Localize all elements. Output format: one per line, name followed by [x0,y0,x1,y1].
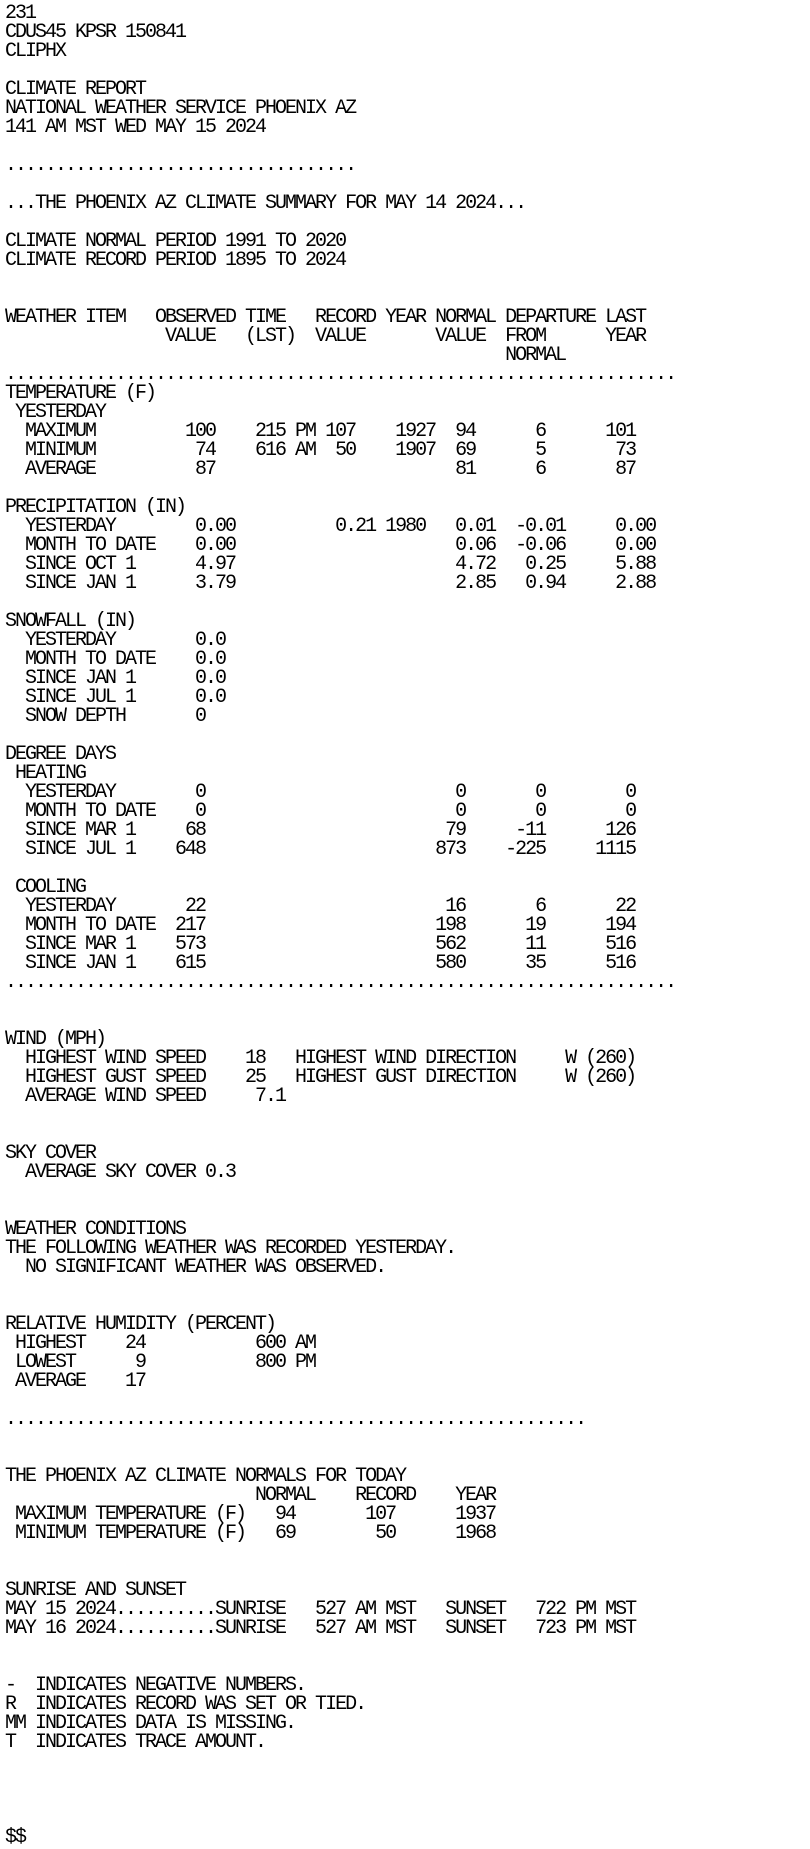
report-line [5,1543,675,1562]
report-line: SINCE JAN 1 3.79 2.85 0.94 2.88 [5,572,656,595]
report-line: NORMAL [5,344,566,367]
report-line: SINCE JAN 1 615 580 35 516 [5,952,636,975]
report-line: NATIONAL WEATHER SERVICE PHOENIX AZ [5,97,356,120]
report-line: ...THE PHOENIX AZ CLIMATE SUMMARY FOR MAY 14 2024... [5,192,526,215]
report-line [5,1011,675,1030]
report-line: SINCE JUL 1 648 873 -225 1115 [5,838,636,861]
report-line [5,1182,675,1201]
report-line: HIGHEST WIND SPEED 18 HIGHEST WIND DIRECTION W (260) [5,1047,636,1070]
report-line: - INDICATES NEGATIVE NUMBERS. [5,1674,306,1697]
report-line: DEGREE DAYS [5,743,116,766]
report-line: R INDICATES RECORD WAS SET OR TIED. [5,1693,366,1716]
report-line: PRECIPITATION (IN) [5,496,186,519]
report-line: HIGHEST 24 600 AM [5,1332,316,1355]
report-line [5,270,675,289]
report-line: AVERAGE 87 81 6 87 [5,458,636,481]
report-line: CLIMATE REPORT [5,78,146,101]
report-line: 141 AM MST WED MAY 15 2024 [5,116,266,139]
report-line: YESTERDAY 0.00 0.21 1980 0.01 -0.01 0.00 [5,515,656,538]
report-line: VALUE (LST) VALUE VALUE FROM YEAR [5,325,646,348]
report-line: YESTERDAY [5,401,106,424]
report-line: THE FOLLOWING WEATHER WAS RECORDED YESTERDAY. [5,1237,456,1260]
report-line [5,1429,675,1448]
report-line: ................................................................... [5,971,676,994]
report-line: ................................... [5,154,356,177]
report-line: SINCE OCT 1 4.97 4.72 0.25 5.88 [5,553,656,576]
report-line: 231 [5,2,36,25]
report-line: NO SIGNIFICANT WEATHER WAS OBSERVED. [5,1256,386,1279]
report-line: MONTH TO DATE 0 0 0 0 [5,800,636,823]
climate-report-text [5,4,675,1847]
report-line: HEATING [5,762,86,785]
report-line: MINIMUM 74 616 AM 50 1907 69 5 73 [5,439,636,462]
report-line: MONTH TO DATE 0.0 [5,648,226,671]
report-line: SKY COVER [5,1142,96,1165]
report-line: T INDICATES TRACE AMOUNT. [5,1731,266,1754]
report-line: YESTERDAY 22 16 6 22 [5,895,636,918]
report-line: MAXIMUM 100 215 PM 107 1927 94 6 101 [5,420,636,443]
report-line: WEATHER CONDITIONS [5,1218,186,1241]
report-line: SINCE MAR 1 573 562 11 516 [5,933,636,956]
report-line: .......................................................... [5,1408,586,1431]
report-line: MONTH TO DATE 217 198 19 194 [5,914,636,937]
report-line [5,1125,675,1144]
report-line: TEMPERATURE (F) [5,382,156,405]
report-line: MONTH TO DATE 0.00 0.06 -0.06 0.00 [5,534,656,557]
report-line: RELATIVE HUMIDITY (PERCENT) [5,1313,276,1336]
report-line: CDUS45 KPSR 150841 [5,21,186,44]
report-line: YESTERDAY 0 0 0 0 [5,781,636,804]
report-line [5,1809,675,1828]
report-line: WIND (MPH) [5,1028,106,1051]
report-line: $$ [5,1826,26,1849]
report-line: AVERAGE SKY COVER 0.3 [5,1161,236,1184]
report-line: AVERAGE WIND SPEED 7.1 [5,1085,286,1108]
report-line: YESTERDAY 0.0 [5,629,226,652]
report-line: SUNRISE AND SUNSET [5,1579,186,1602]
report-line: THE PHOENIX AZ CLIMATE NORMALS FOR TODAY [5,1465,406,1488]
report-line: COOLING [5,876,86,899]
report-line [5,1752,675,1771]
report-line [5,1106,675,1125]
report-line [5,1790,675,1809]
report-line [5,1771,675,1790]
report-line: CLIMATE NORMAL PERIOD 1991 TO 2020 [5,230,346,253]
report-line: AVERAGE 17 [5,1370,146,1393]
report-line: MINIMUM TEMPERATURE (F) 69 50 1968 [5,1522,496,1545]
report-line: MM INDICATES DATA IS MISSING. [5,1712,296,1735]
report-line [5,859,675,878]
report-line: NORMAL RECORD YEAR [5,1484,496,1507]
report-line: SINCE JAN 1 0.0 [5,667,226,690]
report-line: LOWEST 9 800 PM [5,1351,316,1374]
report-line: SINCE MAR 1 68 79 -11 126 [5,819,636,842]
report-line: MAY 15 2024..........SUNRISE 527 AM MST SUNSET 722 PM MST [5,1598,636,1621]
report-line: CLIMATE RECORD PERIOD 1895 TO 2024 [5,249,346,272]
report-line: MAXIMUM TEMPERATURE (F) 94 107 1937 [5,1503,496,1526]
report-line: SINCE JUL 1 0.0 [5,686,226,709]
report-line: MAY 16 2024..........SUNRISE 527 AM MST SUNSET 723 PM MST [5,1617,636,1640]
report-line [5,1277,675,1296]
report-line: SNOW DEPTH 0 [5,705,206,728]
report-line: ................................................................... [5,363,676,386]
report-line [5,992,675,1011]
report-line: HIGHEST GUST SPEED 25 HIGHEST GUST DIRECTION W (260) [5,1066,636,1089]
report-line [5,1638,675,1657]
report-line: SNOWFALL (IN) [5,610,136,633]
report-line: WEATHER ITEM OBSERVED TIME RECORD YEAR NORMAL DEPARTURE LAST [5,306,646,329]
report-line: CLIPHX [5,40,66,63]
